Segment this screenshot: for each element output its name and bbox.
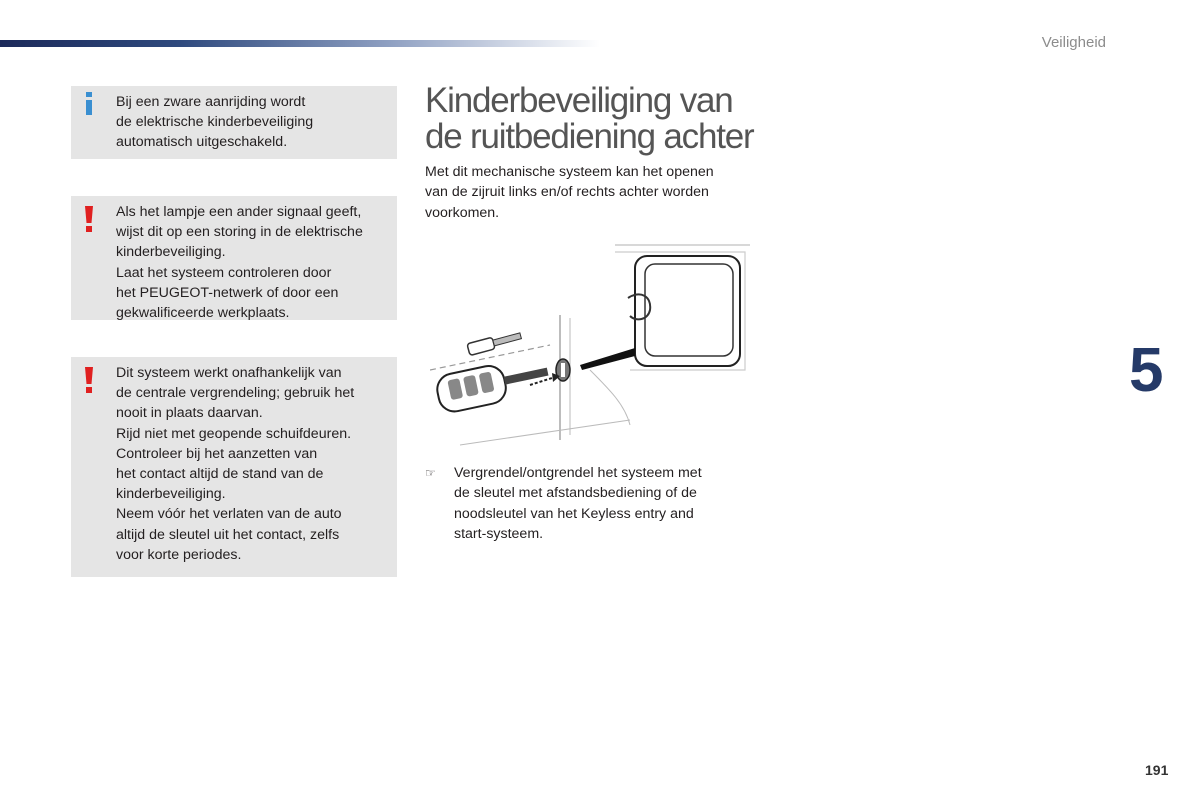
- info-note-text: Bij een zware aanrijding wordt de elektrische kinderbeveiliging automatisch uitgeschakeld.: [116, 94, 314, 151]
- page-number: 191: [1145, 762, 1169, 778]
- intro-paragraph: Met dit mechanische systeem kan het openen van de zijruit links en/of rechts achter worden voorkomen.: [425, 164, 714, 221]
- page-heading: Kinderbeveiliging van de ruitbediening achter: [425, 81, 754, 156]
- child-lock-illustration: [430, 240, 760, 455]
- section-title: Veiligheid: [1041, 34, 1106, 51]
- instruction-step: [425, 463, 755, 545]
- warning-note-2-text: Dit systeem werkt onafhankelijk van de centrale vergrendeling; gebruik het nooit in plaats daarvan. Rijd niet met geopende schuifdeuren. Controleer bij het aanzetten van het contact altijd de stand van de kinderbeveiliging. Neem vóór het verlaten van de auto altijd de sleutel uit het contact, zelfs voor korte periodes.: [116, 365, 355, 563]
- warning-icon: [84, 206, 94, 236]
- warning-note-1-text: Als het lampje een ander signaal geeft, wijst dit op een storing in de elektrische kinderbeveiliging. Laat het systeem controleren door het PEUGEOT-netwerk of door een gekwalificeerde werkplaats.: [116, 204, 363, 322]
- warning-note-2: [71, 357, 397, 577]
- warning-icon: [84, 367, 94, 397]
- warning-note-1: [71, 196, 397, 320]
- info-note: [71, 86, 397, 159]
- info-icon: [84, 89, 94, 119]
- hand-pointer-icon: ☞: [425, 466, 436, 480]
- instruction-step-text: Vergrendel/ontgrendel het systeem met de sleutel met afstandsbediening of de noodsleutel van het Keyless entry and start-systeem.: [454, 465, 702, 543]
- chapter-number: 5: [1129, 336, 1164, 405]
- header-accent-bar: [0, 40, 600, 47]
